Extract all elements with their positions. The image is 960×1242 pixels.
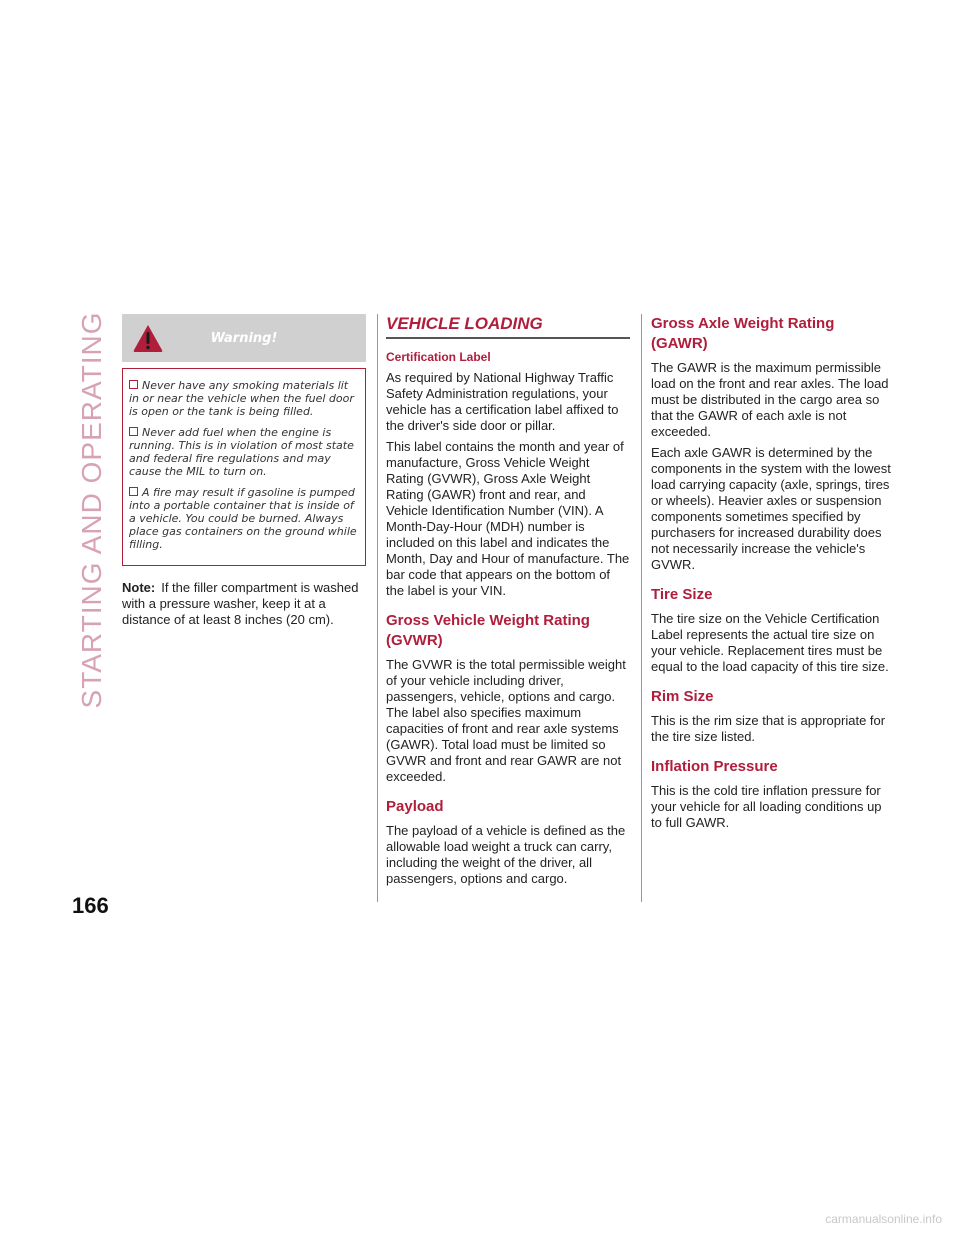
inflation-pressure-paragraph: This is the cold tire inflation pressure for your vehicle for all loading conditions up to full GAWR. <box>651 783 882 830</box>
gvwr-paragraph: The GVWR is the total permissible weight of your vehicle including driver, passengers, vehicle, options and cargo. The label also specifies maximum capacities of front and rear axle systems (GAWR). Total load must be limited so GVWR and front and rear GAWR are not exceeded. <box>386 657 626 784</box>
payload-paragraph: The payload of a vehicle is defined as the allowable load weight a truck can carry, including the weight of the driver, all passengers, options and cargo. <box>386 823 626 886</box>
note-text: If the filler compartment is washed with a pressure washer, keep it at a distance of at least 8 inches (20 cm). <box>122 580 359 627</box>
warning-box <box>122 368 366 566</box>
warning-item: Never add fuel when the engine is running. This is in violation of most state and federal fire regulations and may cause the MIL to turn on. <box>129 426 354 478</box>
rim-size-heading: Rim Size <box>651 688 714 705</box>
gawr-paragraph-2: Each axle GAWR is determined by the components in the system with the lowest load carrying capacity (axle, springs, tires or wheels). Heavier axles or suspension components sometimes specified by purchasers for increased durability does not necessarily increase the vehicle's GVWR. <box>651 445 891 572</box>
side-section-label: STARTING AND OPERATING <box>76 311 107 709</box>
right-column <box>651 314 891 836</box>
column-divider <box>641 314 642 902</box>
note-label: Note: <box>122 580 156 595</box>
warning-header <box>122 314 366 362</box>
gvwr-heading: Gross Vehicle Weight Rating (GVWR) <box>386 612 590 649</box>
inflation-pressure-heading: Inflation Pressure <box>651 758 778 775</box>
gawr-heading: Gross Axle Weight Rating (GAWR) <box>651 315 835 352</box>
section-title: VEHICLE LOADING <box>386 314 630 339</box>
side-section-tab <box>72 311 112 709</box>
column-divider <box>377 314 378 902</box>
checkbox-bullet-icon <box>129 487 138 496</box>
gawr-paragraph-1: The GAWR is the maximum permissible load on the front and rear axles. The load must be distributed in the cargo area so that the GAWR of each axle is not exceeded. <box>651 360 889 439</box>
note-paragraph <box>122 580 366 628</box>
warning-item: Never have any smoking materials lit in or near the vehicle when the fuel door is open or the tank is being filled. <box>129 379 354 418</box>
tire-size-paragraph: The tire size on the Vehicle Certification Label represents the actual tire size on your vehicle. Replacement tires must be equal to the load capacity of this tire size. <box>651 611 889 674</box>
left-column <box>122 314 366 628</box>
warning-item: A fire may result if gasoline is pumped into a portable container that is inside of a vehicle. You could be burned. Always place gas containers on the ground while filling. <box>129 486 357 551</box>
watermark: carmanualsonline.info <box>825 1212 942 1226</box>
tire-size-heading: Tire Size <box>651 586 713 603</box>
page-number: 166 <box>72 893 109 918</box>
rim-size-paragraph: This is the rim size that is appropriate for the tire size listed. <box>651 713 886 744</box>
payload-heading: Payload <box>386 798 444 815</box>
checkbox-bullet-icon <box>129 380 138 389</box>
middle-column <box>386 314 630 892</box>
warning-triangle-icon <box>132 323 164 353</box>
cert-label-heading: Certification Label <box>386 350 491 364</box>
checkbox-bullet-icon <box>129 427 138 436</box>
cert-paragraph-1: As required by National Highway Traffic Safety Administration regulations, your vehicle has a certification label affixed to the driver's side door or pillar. <box>386 370 619 433</box>
warning-title: Warning! <box>210 330 278 346</box>
cert-paragraph-2: This label contains the month and year of manufacture, Gross Vehicle Weight Rating (GVWR), Gross Axle Weight Rating (GAWR) front and rear, and Vehicle Identification Number (VIN). A Month-Day-Hour (MDH) number is included on this label and indicates the Month, Day and Hour of manufacture. The bar code that appears on the bottom of the label is your VIN. <box>386 439 630 598</box>
